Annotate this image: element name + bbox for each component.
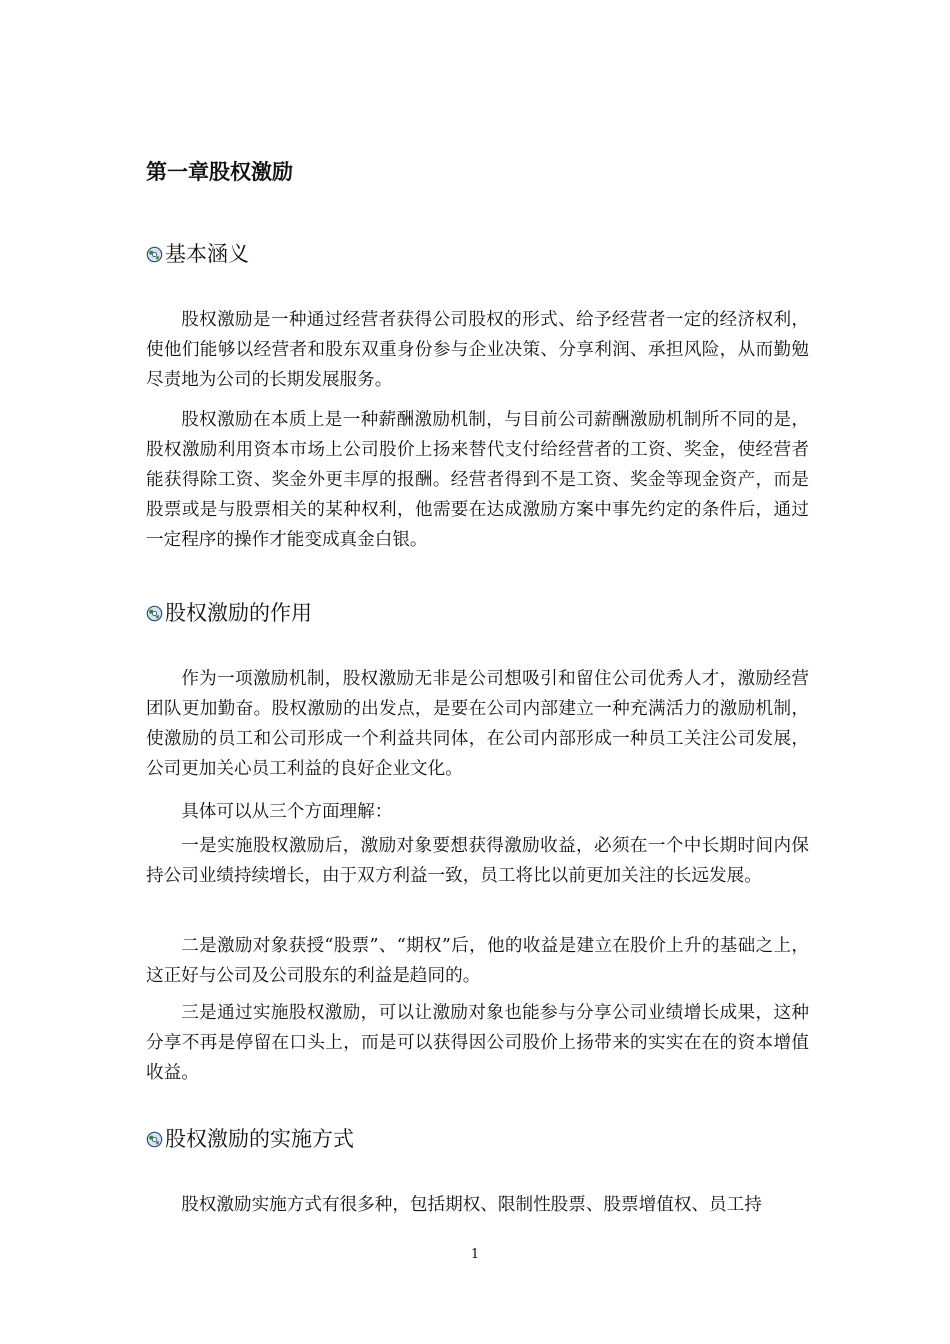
- cd-globe-icon: [146, 1131, 163, 1148]
- paragraph: 具体可以从三个方面理解：: [181, 802, 393, 822]
- section-heading-methods: [146, 1124, 354, 1154]
- section-heading-text: 股权激励的作用: [165, 601, 312, 625]
- paragraph: 股权激励在本质上是一种薪酬激励机制，与目前公司薪酬激励机制所不同的是，股权激励利用资本市场上公司股价上扬来替代支付给经营者的工资、奖金，使经营者能获得除工资、奖金外更丰厚的报酬。经营者得到不是工资、奖金等现金资产，而是股票或是与股票相关的某种权利，他需要在达成激励方案中事先约定的条件后，通过一定程序的操作才能变成真金白银。: [146, 410, 809, 550]
- paragraph: 股权激励实施方式有很多种，包括期权、限制性股票、股票增值权、员工持: [181, 1195, 762, 1215]
- cd-globe-icon: [146, 246, 163, 263]
- paragraph: 作为一项激励机制，股权激励无非是公司想吸引和留住公司优秀人才，激励经营团队更加勤奋。股权激励的出发点，是要在公司内部建立一种充满活力的激励机制，使激励的员工和公司形成一个利益共同体，在公司内部形成一种员工关注公司发展，公司更加关心员工利益的良好企业文化。: [146, 669, 809, 779]
- paragraph: 三是通过实施股权激励，可以让激励对象也能参与分享公司业绩增长成果，这种分享不再是停留在口头上，而是可以获得因公司股价上扬带来的实实在在的资本增值收益。: [146, 1003, 809, 1083]
- paragraph: 股权激励是一种通过经营者获得公司股权的形式、给予经营者一定的经济权利，使他们能够以经营者和股东双重身份参与企业决策、分享利润、承担风险，从而勤勉尽责地为公司的长期发展服务。: [146, 310, 809, 390]
- page-number: 1: [470, 1247, 480, 1262]
- section-heading-text: 股权激励的实施方式: [165, 1127, 354, 1151]
- paragraph: 一是实施股权激励后，激励对象要想获得激励收益，必须在一个中长期时间内保持公司业绩持续增长，由于双方利益一致，员工将比以前更加关注的长远发展。: [146, 836, 809, 886]
- paragraph: 二是激励对象获授“股票”、“期权”后，他的收益是建立在股价上升的基础之上，这正好与公司及公司股东的利益是趋同的。: [146, 936, 809, 986]
- section-heading-text: 基本涵义: [165, 242, 249, 266]
- section-heading-basic-meaning: [146, 239, 249, 269]
- cd-globe-icon: [146, 605, 163, 622]
- chapter-title: 第一章股权激励: [146, 159, 293, 184]
- section-heading-effects: [146, 598, 312, 628]
